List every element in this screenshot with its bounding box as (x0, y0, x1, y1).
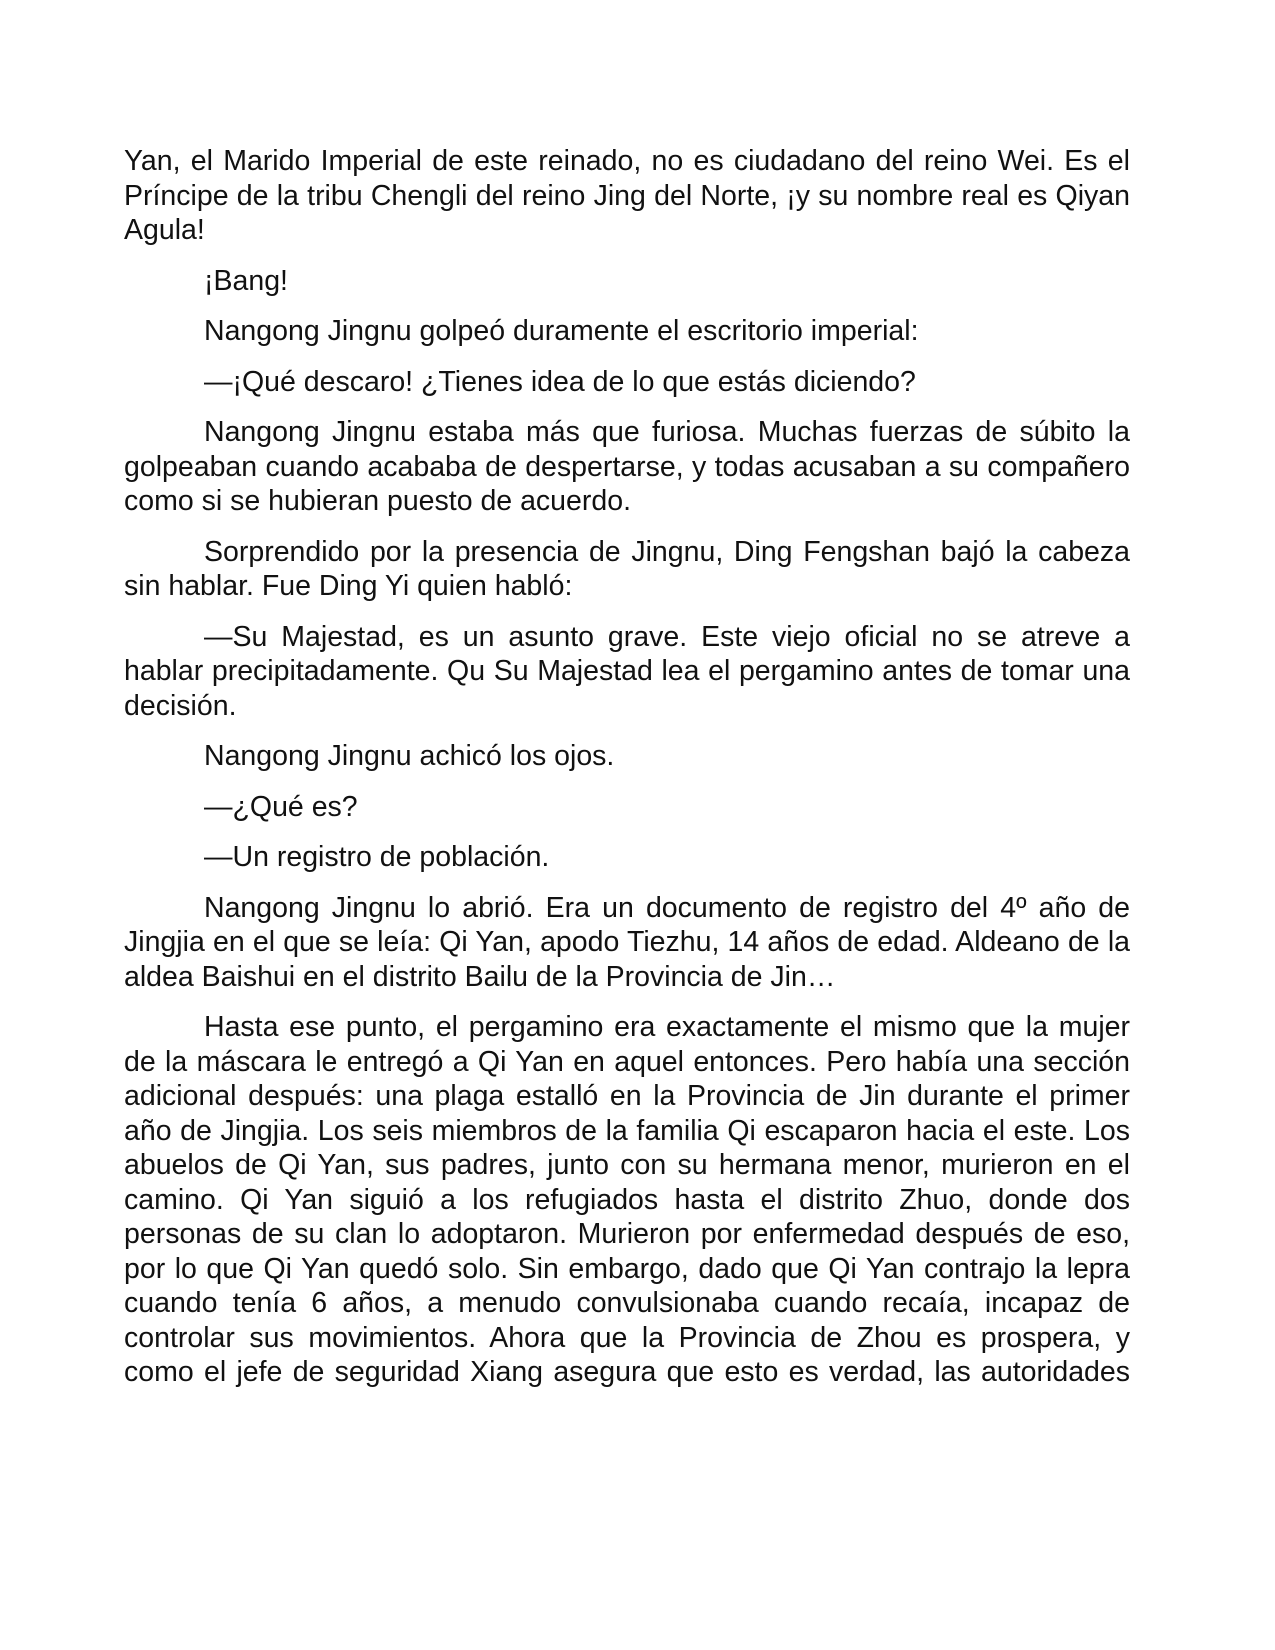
paragraph-opened-scroll: Nangong Jingnu lo abrió. Era un documento de registro del 4º año de Jingjia en el que se leía: Qi Yan, apodo Tiezhu, 14 años de edad. Aldeano de la aldea Baishui en el distrito Bailu de la Provincia de Jin… (124, 891, 1130, 993)
document-page (124, 144, 1130, 1406)
paragraph-scroll-details: Hasta ese punto, el pergamino era exactamente el mismo que la mujer de la máscara le entregó a Qi Yan en aquel entonces. Pero había una sección adicional después: una plaga estalló en la Provincia de Jin durante el primer año de Jingjia. Los seis miembros de la familia Qi escaparon hacia el este. Los abuelos de Qi Yan, sus padres, junto con su hermana menor, murieron en el camino. Qi Yan siguió a los refugiados hasta el distrito Zhuo, donde dos personas de su clan lo adoptaron. Murieron por enfermedad después de eso, por lo que Qi Yan quedó solo. Sin embargo, dado que Qi Yan contrajo la lepra cuando tenía 6 años, a menudo convulsionaba cuando recaía, incapaz de controlar sus movimientos. Ahora que la Provincia de Zhou es prospera, y como el jefe de seguridad Xiang asegura que esto es verdad, las autoridades (124, 1011, 1130, 1388)
paragraph-bang: ¡Bang! (204, 264, 288, 297)
paragraph-dialogue-insolence: —¡Qué descaro! ¿Tienes idea de lo que estás diciendo? (204, 365, 916, 398)
paragraph-dialogue-majesty: —Su Majestad, es un asunto grave. Este viejo oficial no se atreve a hablar precipitadamente. Qu Su Majestad lea el pergamino antes de tomar una decisión. (124, 620, 1130, 722)
paragraph-desk-strike: Nangong Jingnu golpeó duramente el escritorio imperial: (204, 315, 919, 347)
paragraph-furious: Nangong Jingnu estaba más que furiosa. Muchas fuerzas de súbito la golpeaban cuando acababa de despertarse, y todas acusaban a su compañero como si se hubieran puesto de acuerdo. (124, 416, 1130, 517)
paragraph-dialogue-register: —Un registro de población. (204, 841, 550, 873)
paragraph-continuation: Yan, el Marido Imperial de este reinado, no es ciudadano del reino Wei. Es el Príncipe de la tribu Chengli del reino Jing del Norte, ¡y su nombre real es Qiyan Agula! (124, 145, 1130, 246)
paragraph-dialogue-what: —¿Qué es? (204, 790, 358, 823)
paragraph-narrowed-eyes: Nangong Jingnu achicó los ojos. (204, 740, 615, 772)
paragraph-ding-fengshan: Sorprendido por la presencia de Jingnu, Ding Fengshan bajó la cabeza sin hablar. Fue Ding Yi quien habló: (124, 535, 1130, 602)
